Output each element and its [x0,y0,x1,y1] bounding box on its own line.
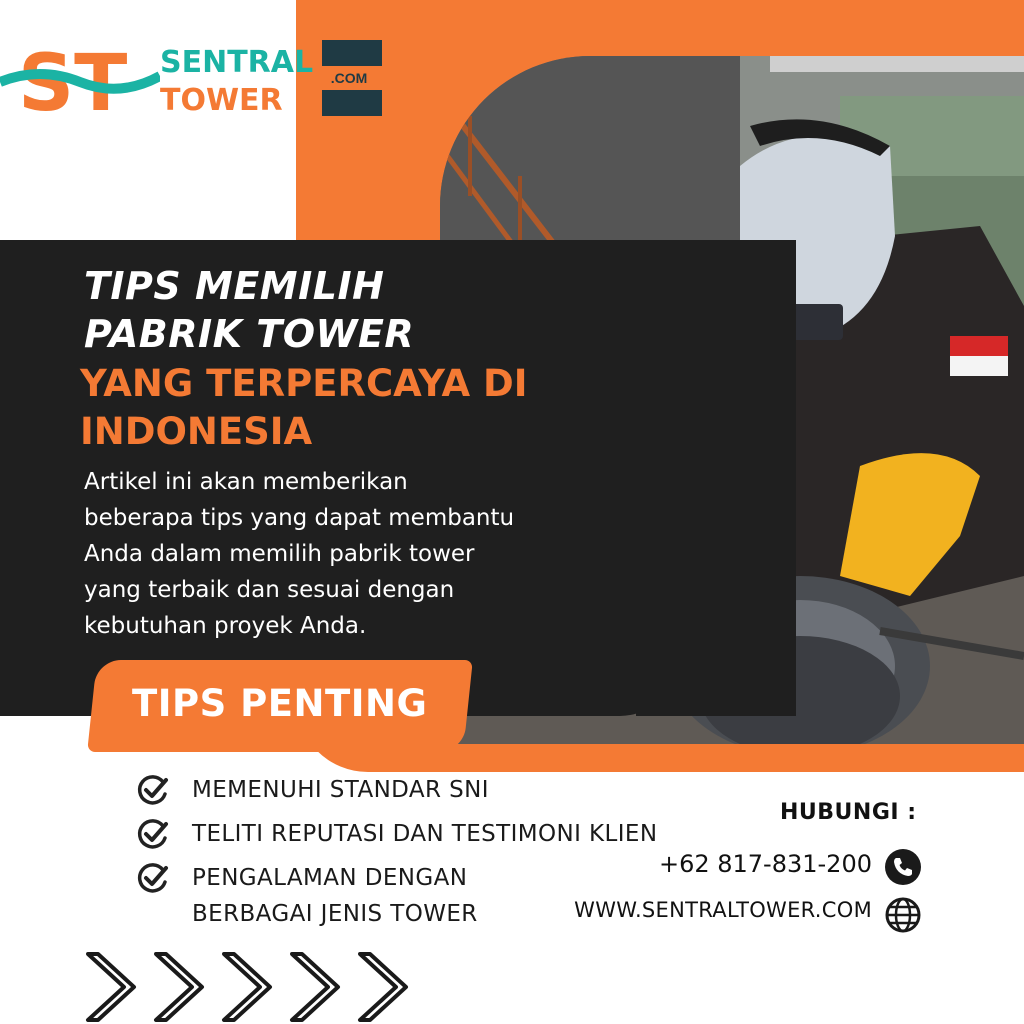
chevron-right-icon [224,954,270,1020]
brand-line-1: SENTRAL [160,45,314,80]
tip-text: MEMENUHI STANDAR SNI [192,777,489,803]
tips-badge-label: TIPS PENTING [132,682,428,725]
headline: TIPS MEMILIH PABRIK TOWER [84,264,415,356]
contact-title: HUBUNGI : [780,800,917,825]
chevron-right-icon [292,954,338,1020]
list-item [136,816,716,852]
tip-text: PENGALAMAN DENGAN BERBAGAI JENIS TOWER [192,865,478,927]
globe-icon [884,896,922,934]
list-item [136,860,552,932]
contact-phone[interactable]: +62 817-831-200 [658,850,872,878]
svg-text:ST: ST [18,39,128,124]
check-circle-icon [136,774,170,808]
article-description: Artikel ini akan memberikan beberapa tips yang dapat membantu Anda dalam memilih pabrik tower yang terbaik dan sesuai dengan kebutuhan proyek Anda. [84,469,515,639]
sentral-tower-logo-icon [0,36,160,124]
list-item [136,772,716,808]
phone-icon [884,848,922,886]
brand-name [160,44,313,120]
contact-website[interactable]: WWW.SENTRALTOWER.COM [574,898,872,922]
check-circle-icon [136,862,170,896]
brand-suffix: .COM [316,66,382,90]
chevron-decoration [84,950,424,1024]
chevron-right-icon [360,954,406,1020]
brand-line-2: TOWER [160,83,283,118]
subheadline: YANG TERPERCAYA DI INDONESIA [80,362,528,453]
tip-text: TELITI REPUTASI DAN TESTIMONI KLIEN [192,821,658,847]
chevron-right-icon [156,954,202,1020]
check-circle-icon [136,818,170,852]
chevron-right-icon [88,954,134,1020]
